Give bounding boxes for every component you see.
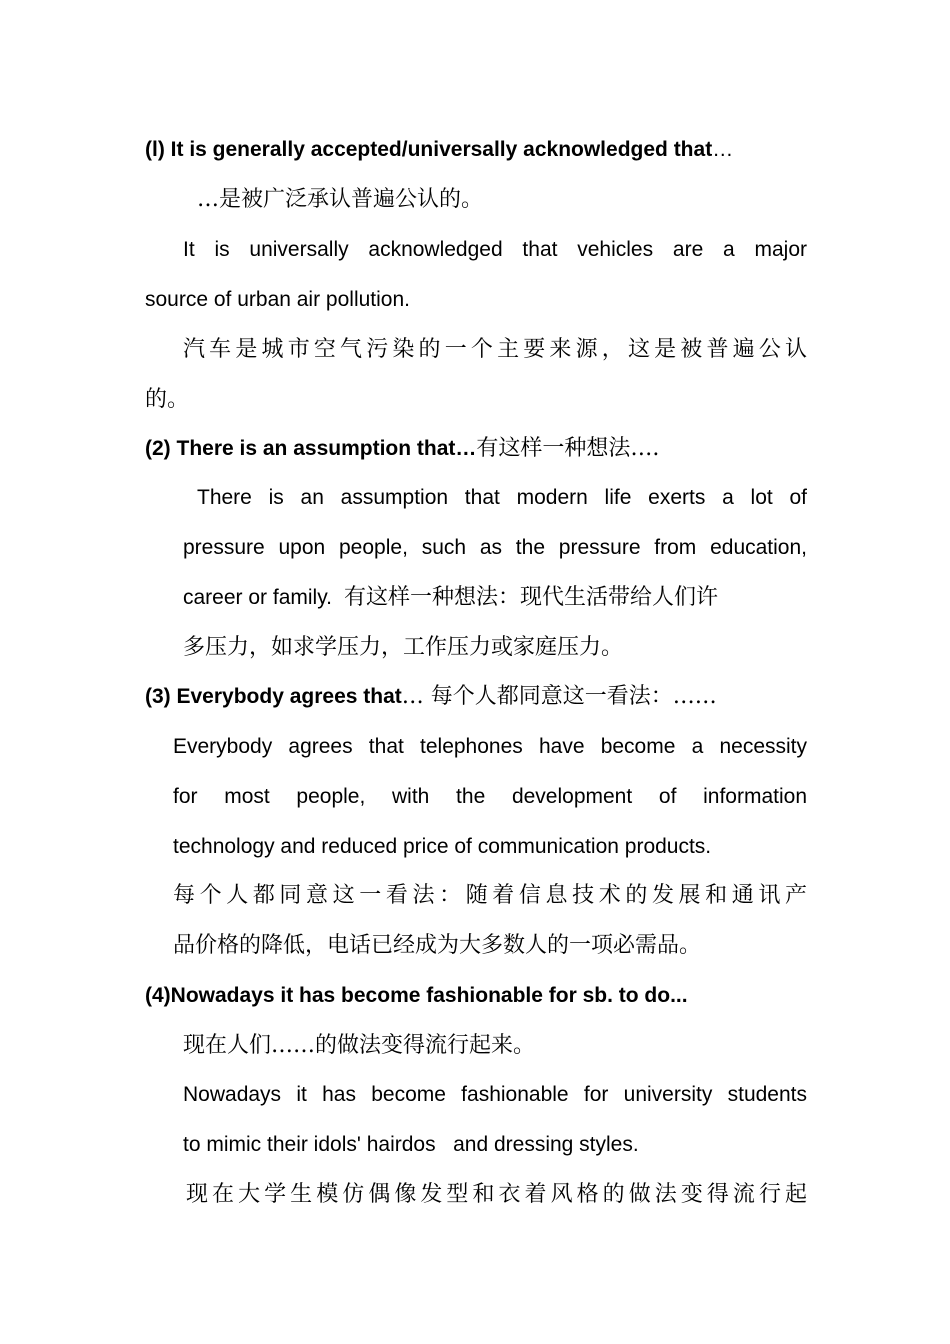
section2-heading-zh: 有这样一种想法…. <box>476 436 660 461</box>
section2-example-line1: There is an assumption that modern life exerts a lot of <box>197 486 807 509</box>
section1-example-zh-line2: 的。 <box>145 387 190 412</box>
section3-example-zh-line2: 品价格的降低，电话已经成为大多数人的一项必需品。 <box>173 933 702 958</box>
section1-translation: …是被广泛承认普遍公认的。 <box>197 187 484 212</box>
section3-heading-tail: … 每个人都同意这一看法：…… <box>401 684 717 709</box>
section1-example-line2: source of urban air pollution. <box>145 288 410 311</box>
section2-example-line3 <box>183 580 807 616</box>
section1-example-line1: It is universally acknowledged that vehicles are a major <box>183 238 807 261</box>
section4-translation: 现在人们……的做法变得流行起来。 <box>183 1033 536 1058</box>
section1-heading-text: (l) It is generally accepted/universally acknowledged that <box>145 138 713 161</box>
section2-example-line3-zh: 有这样一种想法：现代生活带给人们许 <box>343 585 718 610</box>
section1-heading-tail: … <box>712 138 734 161</box>
section4-example-line2: to mimic their idols' hairdos and dressing styles. <box>183 1133 639 1156</box>
section3-example-zh-line1: 每个人都同意这一看法：随着信息技术的发展和通讯产 <box>173 883 807 908</box>
section4-example-line1: Nowadays it has become fashionable for university students <box>183 1083 807 1106</box>
section3-example-line2: for most people, with the development of information <box>173 785 807 808</box>
section2-heading <box>145 431 807 467</box>
section4-heading: (4)Nowadays it has become fashionable for sb. to do... <box>145 984 688 1007</box>
section3-example-line3: technology and reduced price of communication products. <box>173 835 712 858</box>
section3-heading-text: (3) Everybody agrees that <box>145 685 402 708</box>
section4-example-zh-line1: 现在大学生模仿偶像发型和衣着风格的做法变得流行起 <box>186 1182 807 1207</box>
section2-example-line3-en: career or family. <box>183 586 332 609</box>
section1-heading <box>145 132 807 168</box>
section3-heading <box>145 679 807 715</box>
section3-example-line1: Everybody agrees that telephones have become a necessity <box>173 735 807 758</box>
section1-example-zh-line1: 汽车是城市空气污染的一个主要来源，这是被普遍公认 <box>183 337 807 362</box>
section2-example-line4-zh: 多压力，如求学压力，工作压力或家庭压力。 <box>183 635 624 660</box>
section2-example-line2: pressure upon people, such as the pressure from education, <box>183 536 807 559</box>
section2-heading-text: (2) There is an assumption that… <box>145 437 477 460</box>
